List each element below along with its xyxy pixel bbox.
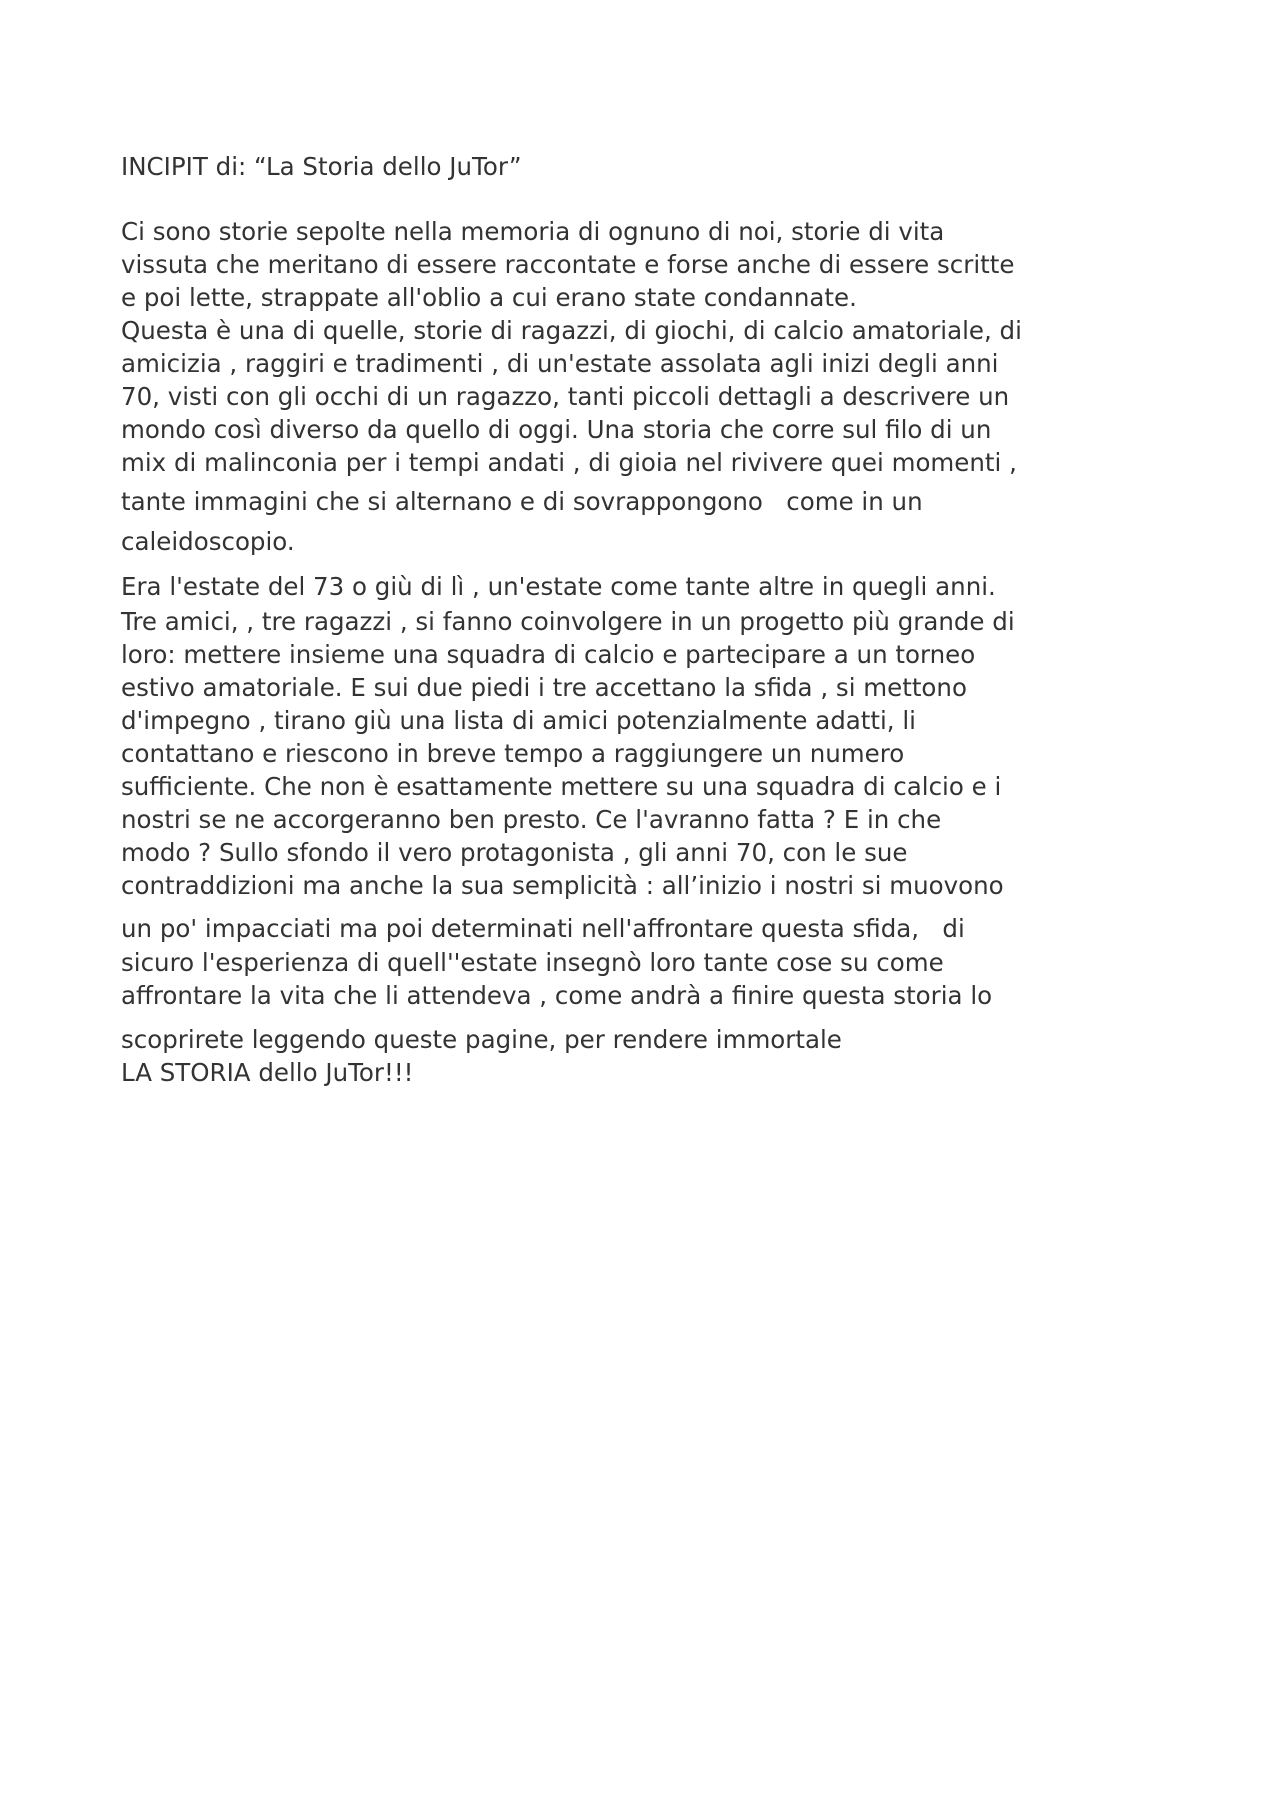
text-line: Tre amici, , tre ragazzi , si fanno coinvolgere in un progetto più grande di: [121, 607, 1015, 636]
text-line: caleidoscopio.: [121, 527, 295, 556]
text-line: Ci sono storie sepolte nella memoria di ognuno di noi, storie di vita: [121, 217, 945, 246]
text-line: nostri se ne accorgeranno ben presto. Ce l'avranno fatta ? E in che: [121, 805, 942, 834]
text-line: 70, visti con gli occhi di un ragazzo, tanti piccoli dettagli a descrivere un: [121, 382, 1010, 411]
text-line: estivo amatoriale. E sui due piedi i tre accettano la sfida , si mettono: [121, 673, 967, 702]
text-line: d'impegno , tirano giù una lista di amici potenzialmente adatti, li: [121, 706, 916, 735]
text-line: e poi lette, strappate all'oblio a cui erano state condannate.: [121, 283, 857, 312]
text-line: contraddizioni ma anche la sua semplicità : all’inizio i nostri si muovono: [121, 871, 1004, 900]
text-line: sufficiente. Che non è esattamente mettere su una squadra di calcio e i: [121, 772, 1002, 801]
text-line: scoprirete leggendo queste pagine, per rendere immortale: [121, 1025, 842, 1054]
text-line: loro: mettere insieme una squadra di calcio e partecipare a un torneo: [121, 640, 976, 669]
text-line: mondo così diverso da quello di oggi. Una storia che corre sul filo di un: [121, 415, 992, 444]
document-title: INCIPIT di: “La Storia dello JuTor”: [121, 152, 522, 181]
text-line: LA STORIA dello JuTor!!!: [121, 1058, 414, 1087]
text-line: vissuta che meritano di essere raccontate e forse anche di essere scritte: [121, 250, 1015, 279]
text-line: contattano e riescono in breve tempo a raggiungere un numero: [121, 739, 905, 768]
text-line: Questa è una di quelle, storie di ragazzi, di giochi, di calcio amatoriale, di: [121, 316, 1022, 345]
text-line: tante immagini che si alternano e di sovrappongono come in un: [121, 487, 923, 516]
text-line: Era l'estate del 73 o giù di lì , un'estate come tante altre in quegli anni.: [121, 572, 996, 601]
text-line: mix di malinconia per i tempi andati , di gioia nel rivivere quei momenti ,: [121, 448, 1017, 477]
text-line: un po' impacciati ma poi determinati nell'affrontare questa sfida, di: [121, 914, 965, 943]
text-line: sicuro l'esperienza di quell''estate insegnò loro tante cose su come: [121, 948, 944, 977]
text-line: modo ? Sullo sfondo il vero protagonista , gli anni 70, con le sue: [121, 838, 908, 867]
text-line: affrontare la vita che li attendeva , come andrà a finire questa storia lo: [121, 981, 993, 1010]
text-line: amicizia , raggiri e tradimenti , di un'estate assolata agli inizi degli anni: [121, 349, 999, 378]
